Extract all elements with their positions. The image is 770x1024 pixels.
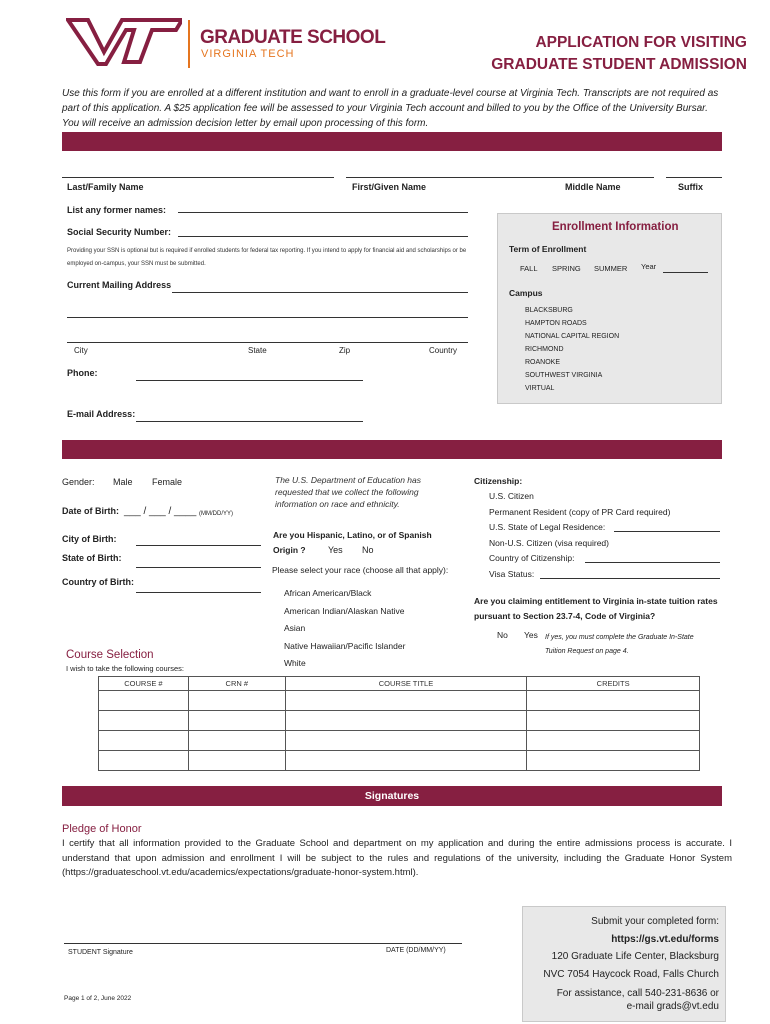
instate-note: If yes, you must complete the Graduate In-State Tuition Request on page 4. (545, 634, 694, 655)
cit-us[interactable]: U.S. Citizen (489, 491, 534, 501)
year-field[interactable] (663, 272, 708, 273)
submit-url-link[interactable]: https://gs.vt.edu/forms (611, 933, 719, 945)
campus-list (525, 304, 619, 395)
pledge-title: Pledge of Honor (62, 823, 142, 835)
race-option[interactable]: Native Hawaiian/Pacific Islander (284, 640, 406, 651)
submit-address1: 120 Graduate Life Center, Blacksburg (551, 951, 719, 962)
dob-format: (MM/DD/YY) (199, 511, 233, 517)
middle-name-label: Middle Name (565, 182, 621, 192)
hispanic-question: Are you Hispanic, Latino, or of Spanish Origin ? (273, 530, 432, 555)
campus-option[interactable]: HAMPTON ROADS (525, 320, 587, 327)
city-birth-field[interactable] (136, 545, 261, 546)
table-row[interactable] (99, 731, 700, 751)
gender-label: Gender: (62, 477, 95, 487)
hispanic-yes[interactable]: Yes (328, 545, 343, 555)
pledge-text: I certify that all information provided to the Graduate School and department on my application and during the entire admissions process is accurate. I understand that upon admission and enrollment I will be subject to the rules and regulations of the university, including the Graduate Honor System (https://graduateschool.vt.edu/academics/expectations/graduate-honor-system.html). (62, 838, 732, 878)
cit-visa: Visa Status: (489, 569, 535, 579)
zip-label: Zip (339, 346, 351, 355)
dob-field[interactable]: ___ / ___ / ____ (124, 506, 197, 517)
instate-yes[interactable]: Yes (524, 630, 538, 640)
race-list (284, 585, 405, 673)
country-citizenship-field[interactable] (585, 562, 720, 563)
assistance-email-link[interactable]: e-mail grads@vt.edu (626, 1001, 719, 1012)
term-spring[interactable]: SPRING (552, 264, 581, 273)
country-birth-field[interactable] (136, 592, 261, 593)
phone-label: Phone: (67, 368, 98, 378)
signature-line[interactable] (64, 943, 462, 944)
enrollment-box (497, 213, 722, 404)
country-birth-label: Country of Birth: (62, 577, 134, 587)
table-row[interactable] (99, 711, 700, 731)
term-fall[interactable]: FALL (520, 264, 538, 273)
course-title-header: COURSE TITLE (285, 677, 527, 691)
email-label: E-mail Address: (67, 409, 136, 419)
cit-non-us[interactable]: Non-U.S. Citizen (visa required) (489, 538, 609, 548)
email-field[interactable] (136, 421, 363, 422)
cit-country: Country of Citizenship: (489, 553, 575, 563)
credits-header: CREDITS (527, 677, 700, 691)
ssn-note: Providing your SSN is optional but is required if enrolled students for federal tax reporting. If you intend to apply for financial aid and scholarships or be employed on-campus, your SSN must be submitted. (67, 248, 467, 267)
state-birth-field[interactable] (136, 567, 261, 568)
campus-option[interactable]: SOUTHWEST VIRGINIA (525, 372, 603, 379)
vt-logo-graphic (66, 16, 182, 66)
submit-line: Submit your completed form: (591, 916, 719, 927)
section-bar-personal (62, 132, 722, 151)
assistance-info (557, 987, 719, 1013)
race-option[interactable]: African American/Black (284, 588, 372, 598)
vt-logo (66, 16, 182, 71)
phone-field[interactable] (136, 380, 363, 381)
enrollment-title: Enrollment Information (552, 221, 679, 233)
doe-note: The U.S. Department of Education has requested that we collect the following information on race and ethnicity. (275, 475, 421, 509)
date-label: DATE (DD/MM/YY) (386, 947, 446, 954)
instate-no[interactable]: No (497, 630, 508, 640)
visa-status-field[interactable] (540, 578, 720, 579)
graduate-school-wordmark: GRADUATE SCHOOL (200, 27, 386, 48)
race-option[interactable]: Asian (284, 623, 306, 633)
virginia-tech-wordmark: VIRGINIA TECH (201, 48, 295, 60)
former-names-field[interactable] (178, 212, 468, 213)
campus-label: Campus (509, 288, 543, 298)
year-label: Year (641, 262, 657, 271)
suffix-label: Suffix (678, 182, 704, 192)
address-line1-field[interactable] (172, 292, 468, 293)
course-selection-title: Course Selection (66, 649, 154, 661)
campus-option[interactable]: RICHMOND (525, 346, 564, 353)
citizenship-label: Citizenship: (474, 476, 523, 486)
section-bar-demographics (62, 440, 722, 459)
state-birth-label: State of Birth: (62, 553, 122, 563)
student-signature-label: STUDENT Signature (68, 949, 133, 956)
ssn-field[interactable] (178, 236, 468, 237)
cit-pr[interactable]: Permanent Resident (copy of PR Card required) (489, 507, 671, 517)
race-question: Please select your race (choose all that apply): (272, 565, 449, 575)
submit-box (522, 906, 726, 1022)
submit-address2: NVC 7054 Haycock Road, Falls Church (543, 968, 719, 980)
logo-divider (188, 20, 190, 68)
cit-legal-residence: U.S. State of Legal Residence: (489, 522, 606, 532)
courses-table (98, 676, 700, 771)
campus-option[interactable]: NATIONAL CAPITAL REGION (525, 333, 620, 340)
term-summer[interactable]: SUMMER (594, 264, 628, 273)
dob-label: Date of Birth: (62, 506, 119, 516)
address-line2-field[interactable] (67, 317, 468, 318)
form-title-line2: GRADUATE STUDENT ADMISSION (491, 56, 747, 73)
campus-option[interactable]: BLACKSBURG (525, 307, 573, 314)
campus-option[interactable]: VIRTUAL (525, 385, 555, 392)
campus-option[interactable]: ROANOKE (525, 359, 561, 366)
instate-question: Are you claiming entitlement to Virginia in-state tuition rates pursuant to Section 23.7-4, Code of Virginia? (474, 596, 718, 621)
intro-text: Use this form if you are enrolled at a different institution and want to enroll in a graduate-level course at Virginia Tech. Transcripts are not required as part of this application. A $25 application fee will be assessed to your Virginia Tech account and billed to you by the Office of the University Bursar. You will receive an admission decision letter by email upon processing of this form. (62, 88, 719, 129)
ssn-label: Social Security Number: (67, 227, 172, 237)
crn-header: CRN # (188, 677, 285, 691)
country-label: Country (429, 346, 458, 355)
assistance-phone: For assistance, call 540-231-8636 or (556, 988, 719, 999)
state-label: State (248, 346, 267, 355)
legal-residence-field[interactable] (614, 531, 720, 532)
table-row[interactable] (99, 751, 700, 771)
course-number-header: COURSE # (99, 677, 189, 691)
gender-male[interactable]: Male (113, 477, 133, 487)
first-name-label: First/Given Name (352, 182, 427, 192)
race-option[interactable]: White (284, 658, 306, 668)
hispanic-no[interactable]: No (362, 545, 374, 555)
city-label: City (74, 346, 88, 355)
page-footer: Page 1 of 2, June 2022 (64, 995, 132, 1002)
last-name-label: Last/Family Name (67, 182, 144, 192)
table-row[interactable] (99, 691, 700, 711)
term-label: Term of Enrollment (509, 244, 587, 254)
signatures-title: Signatures (364, 790, 420, 802)
city-birth-label: City of Birth: (62, 534, 117, 544)
course-selection-subtitle: I wish to take the following courses: (66, 664, 184, 673)
submit-info (543, 913, 719, 983)
mailing-address-label: Current Mailing Address (67, 280, 172, 290)
signatures-bar (62, 786, 722, 806)
gender-female[interactable]: Female (152, 477, 183, 487)
former-names-label: List any former names: (67, 205, 167, 215)
form-title-line1: APPLICATION FOR VISITING (535, 34, 747, 51)
address-line3-field[interactable] (67, 342, 468, 343)
race-option[interactable]: American Indian/Alaskan Native (284, 605, 405, 616)
